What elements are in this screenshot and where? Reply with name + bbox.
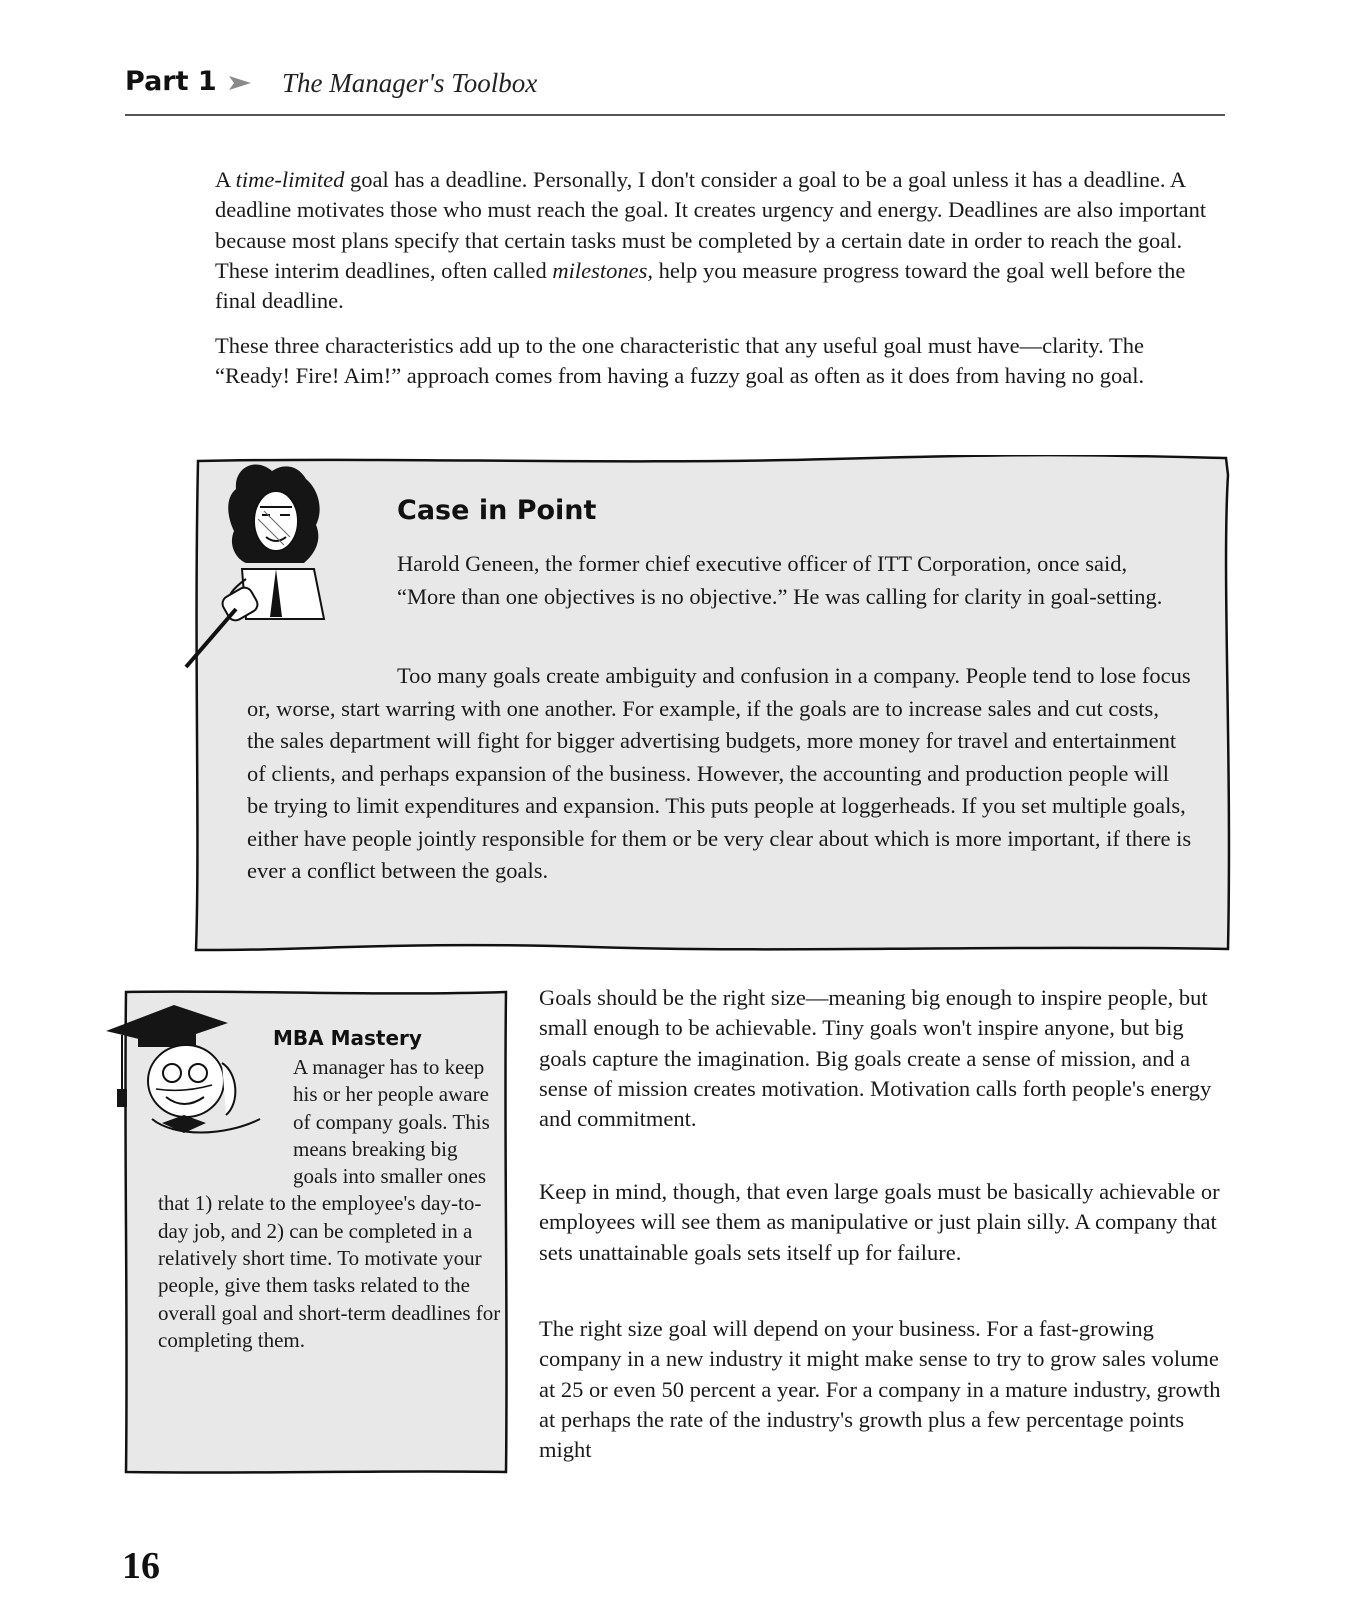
chapter-title: The Manager's Toolbox [282,68,538,98]
page-number: 16 [122,1545,160,1587]
case-in-point-title: Case in Point [397,495,597,526]
paragraph-business-growth: The right size goal will depend on your business. For a fast-growing company in a new industry it might make sense to try to grow sales volume at 25 or even 50 percent a year. For a company in a mature industry, growth at perhaps the rate of the industry's growth plus a few percentage points might [539,1316,1221,1463]
case-paragraph-2: Too many goals create ambiguity and confusion in a company. People tend to lose focus or, worse, start warring with one another. For example, if the goals are to increase sales and cut costs, the sales department will fight for bigger advertising budgets, more money for travel and entertainment of clients, and perhaps expansion of the business. However, the accounting and production people will be trying to limit expenditures and expansion. This puts people at loggerheads. If you set multiple goals, either have people jointly responsible for them or be very clear about which is more important, if there is ever a conflict between the goals. [247,663,1192,883]
case-in-point-sidebar [192,455,1232,955]
teacher-pointer-icon [184,449,374,679]
mba-mastery-title: MBA Mastery [273,1026,422,1050]
case-paragraph-1: Harold Geneen, the former chief executive officer of ITT Corporation, once said, “More than one objectives is no objective.” He was calling for clarity in goal-setting. [397,551,1163,609]
mba-mastery-sidebar [122,988,510,1476]
part-label: Part 1 [125,66,217,97]
paragraph-achievable: Keep in mind, though, that even large goals must be basically achievable or employees will see them as manipulative or just plain silly. A company that sets unattainable goals sets itself up for failure. [539,1179,1220,1265]
paragraph-time-limited: A time-limited goal has a deadline. Personally, I don't consider a goal to be a goal unless it has a deadline. A deadline motivates those who must reach the goal. It creates urgency and energy. Deadlines are also important because most plans specify that certain tasks must be completed by a certain date in order to reach the goal. These interim deadlines, often called milestones, help you measure progress toward the goal well before the final deadline. [215,167,1207,314]
running-header [125,62,1225,116]
triangle-arrow-icon [229,76,251,90]
paragraph-clarity: These three characteristics add up to the one characteristic that any useful goal must have—clarity. The “Ready! Fire! Aim!” approach comes from having a fuzzy goal as often as it does from having no goal. [215,333,1145,389]
paragraph-right-size: Goals should be the right size—meaning big enough to inspire people, but small enough to be achievable. Tiny goals won't inspire anyone, but big goals capture the imagination. Big goals create a sense of mission, and a sense of mission creates motivation. Motivation calls forth people's energy and commitment. [539,985,1212,1132]
mba-mastery-body: A manager has to keep his or her people aware of company goals. This means breaking big goals into smaller ones that 1) relate to the employee's day-to-day job, and 2) can be completed in a relatively short time. To motivate your people, give them tasks related to the overall goal and short-term deadlines for completing them. [158,1055,501,1352]
